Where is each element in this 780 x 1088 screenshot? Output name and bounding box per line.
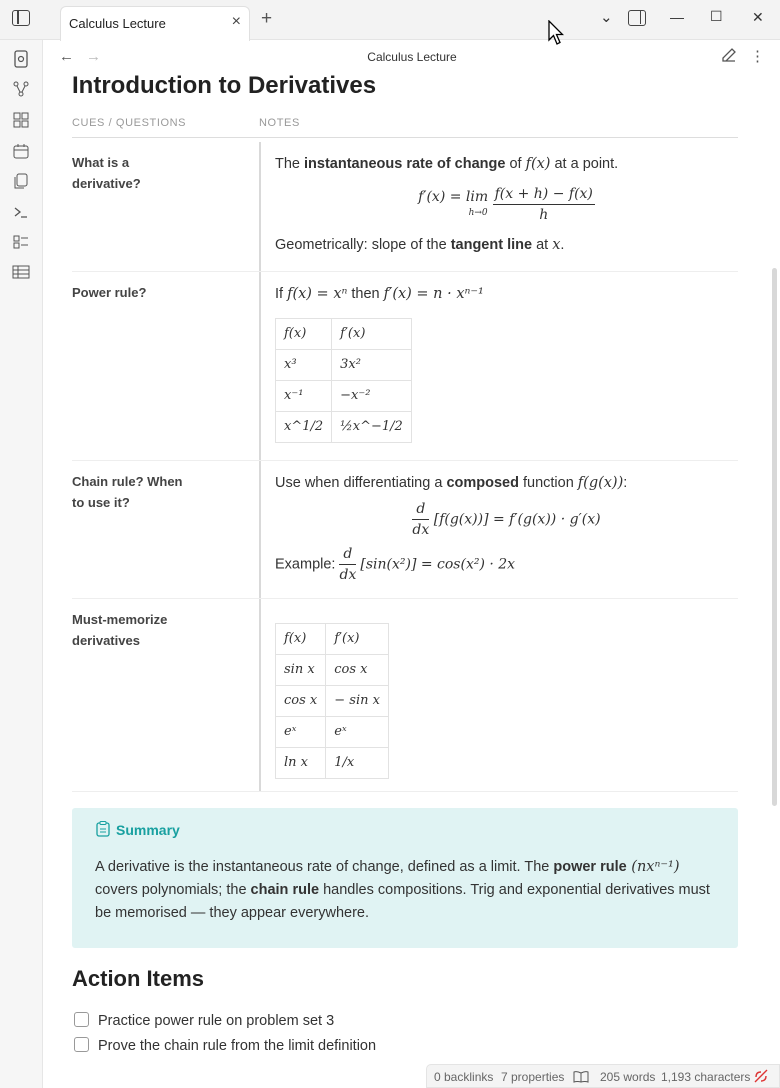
- limit-formula: [275, 184, 738, 225]
- math-inline: f′(x) = n · xⁿ⁻¹: [383, 286, 484, 302]
- table-row: [276, 412, 412, 443]
- text: at: [532, 237, 553, 253]
- more-options-icon[interactable]: ⋮: [750, 48, 765, 65]
- new-tab-icon[interactable]: +: [261, 8, 273, 29]
- formula-rest: [sin(x²)] = cos(x²) · 2x: [360, 556, 516, 573]
- word-count: 205 words: [600, 1070, 656, 1084]
- table-row: [276, 319, 412, 350]
- text: If: [275, 286, 288, 302]
- task-item[interactable]: [74, 1012, 334, 1029]
- formula-numerator: d: [412, 499, 429, 520]
- text: handles compositions. Trig and exponential derivatives must be memorised — they appear everywhere.: [95, 882, 710, 921]
- power-rule-table: [275, 318, 412, 443]
- bold-text: composed: [446, 475, 519, 491]
- scrollbar[interactable]: [772, 268, 777, 806]
- text: function: [518, 475, 578, 491]
- table-row: [276, 717, 389, 748]
- table-cell: ½x^−1/2: [332, 412, 412, 443]
- power-rule-line: [275, 284, 738, 304]
- task-item[interactable]: [74, 1037, 376, 1054]
- bold-text: chain rule: [250, 882, 320, 898]
- clipboard-icon: [96, 821, 110, 837]
- column-headers: [72, 116, 738, 138]
- row-chain-rule: [72, 461, 738, 599]
- note-cell: [259, 272, 738, 460]
- definition-line: [275, 154, 738, 174]
- table-cell: x³: [276, 350, 332, 381]
- formula-numerator: d: [339, 544, 356, 565]
- table-row: [276, 748, 389, 779]
- formula-lhs: f′(x) = lim: [418, 188, 489, 205]
- table-cell: sin x: [276, 655, 326, 686]
- table-cell: cos x: [326, 655, 389, 686]
- cue-text: Chain rule? When to use it?: [72, 474, 183, 510]
- status-bar: [426, 1064, 780, 1088]
- checkbox[interactable]: [74, 1012, 89, 1027]
- text: Geometrically: slope of the: [275, 237, 451, 253]
- table-cell: eˣ: [276, 717, 326, 748]
- cornell-rows: [72, 142, 738, 792]
- search-file-icon[interactable]: [11, 49, 31, 69]
- formula-rest: [f(g(x))] = f′(g(x)) · g′(x): [433, 511, 601, 528]
- table-cell: x^1/2: [276, 412, 332, 443]
- bold-text: instantaneous rate of change: [304, 156, 506, 172]
- text: The: [275, 156, 305, 172]
- formula-denominator: dx: [339, 567, 357, 583]
- summary-callout: [72, 808, 738, 948]
- forward-arrow-icon[interactable]: →: [86, 48, 101, 65]
- text: Use when differentiating a: [275, 475, 447, 491]
- action-items-heading: Action Items: [72, 966, 205, 991]
- text: at a point.: [550, 156, 619, 172]
- text: of: [505, 156, 526, 172]
- cue-text: Must-memorize derivatives: [72, 612, 168, 648]
- note-cell: [259, 461, 738, 598]
- formula-numerator: f(x + h) − f(x): [493, 184, 595, 205]
- sync-off-icon[interactable]: [753, 1069, 769, 1084]
- table-row: [276, 624, 389, 655]
- text: then: [347, 286, 384, 302]
- sidebar-toggle-icon[interactable]: [12, 10, 30, 26]
- math-inline: x: [552, 237, 561, 253]
- chain-rule-formula: [275, 499, 738, 540]
- table-row: [276, 350, 412, 381]
- chain-example: [275, 544, 738, 585]
- chain-rule-line: [275, 473, 738, 493]
- page-title: Introduction to Derivatives: [72, 72, 377, 99]
- calendar-icon[interactable]: [11, 141, 31, 161]
- row-derivative: [72, 142, 738, 272]
- tab-calculus-lecture[interactable]: [60, 6, 250, 41]
- table-cell: −x⁻²: [332, 381, 412, 412]
- right-sidebar-toggle-icon[interactable]: [628, 10, 646, 26]
- text: :: [623, 475, 628, 491]
- text: .: [560, 237, 565, 253]
- title-bar: [0, 0, 780, 40]
- table-cell: f(x): [276, 624, 326, 655]
- close-window-icon[interactable]: ✕: [752, 9, 764, 25]
- note-cell: [259, 599, 738, 791]
- formula-denominator: h: [539, 207, 549, 223]
- geometric-line: [275, 235, 738, 255]
- summary-title: Summary: [116, 822, 180, 838]
- table-icon[interactable]: [11, 262, 31, 282]
- math-inline: f(x) = xⁿ: [287, 286, 348, 302]
- maximize-icon[interactable]: ☐: [710, 8, 723, 24]
- math-inline: (nxⁿ⁻¹): [626, 859, 680, 875]
- graph-icon[interactable]: [11, 79, 31, 99]
- left-ribbon: [0, 40, 43, 1088]
- outline-icon[interactable]: [11, 232, 31, 252]
- table-cell: eˣ: [326, 717, 389, 748]
- table-row: [276, 381, 412, 412]
- col-header-cues: CUES / QUESTIONS: [72, 117, 187, 129]
- task-label: Prove the chain rule from the limit definition: [98, 1038, 377, 1054]
- table-cell: f(x): [276, 319, 332, 350]
- canvas-icon[interactable]: [11, 110, 31, 130]
- table-cell: cos x: [276, 686, 326, 717]
- bold-text: tangent line: [450, 237, 533, 253]
- table-cell: f′(x): [326, 624, 389, 655]
- text: Example:: [275, 556, 340, 573]
- row-memorize: [72, 599, 738, 792]
- nav-bar: [44, 40, 780, 74]
- formula-sub: h→0: [468, 207, 488, 218]
- task-label: Practice power rule on problem set 3: [98, 1013, 335, 1029]
- table-row: [276, 686, 389, 717]
- summary-text: [95, 856, 720, 925]
- table-cell: x⁻¹: [276, 381, 332, 412]
- edit-pencil-icon[interactable]: [720, 46, 738, 64]
- table-cell: 3x²: [332, 350, 412, 381]
- book-icon[interactable]: [573, 1070, 589, 1083]
- math-inline: f(x): [525, 156, 551, 172]
- chevron-down-icon[interactable]: ⌄: [600, 9, 613, 26]
- terminal-icon[interactable]: [11, 202, 31, 222]
- derivatives-table: [275, 623, 389, 779]
- back-arrow-icon[interactable]: ←: [59, 48, 74, 65]
- text: A derivative is the instantaneous rate of change, defined as a limit. The: [95, 859, 554, 875]
- text: covers polynomials; the: [95, 882, 251, 898]
- col-header-notes: NOTES: [259, 117, 300, 129]
- formula-denominator: dx: [412, 522, 430, 538]
- table-cell: 1/x: [326, 748, 389, 779]
- checkbox[interactable]: [74, 1037, 89, 1052]
- note-content: [72, 70, 738, 1054]
- view-title: Calculus Lecture: [367, 50, 457, 64]
- tab-title: Calculus Lecture: [69, 16, 166, 31]
- table-cell: f′(x): [332, 319, 412, 350]
- math-inline: f(g(x)): [577, 475, 624, 491]
- cue-text: What is a derivative?: [72, 155, 141, 191]
- table-row: [276, 655, 389, 686]
- minimize-icon[interactable]: —: [670, 9, 684, 25]
- row-power-rule: [72, 272, 738, 461]
- character-count: 1,193 characters: [661, 1070, 751, 1084]
- bold-text: power rule: [553, 859, 627, 875]
- properties-count[interactable]: 7 properties: [501, 1070, 565, 1084]
- table-cell: − sin x: [326, 686, 389, 717]
- tab-close-icon[interactable]: ×: [231, 13, 241, 30]
- pages-icon[interactable]: [11, 171, 31, 191]
- note-cell: [259, 142, 738, 271]
- backlinks-count[interactable]: 0 backlinks: [434, 1070, 494, 1084]
- cue-text: Power rule?: [72, 285, 147, 300]
- table-cell: ln x: [276, 748, 326, 779]
